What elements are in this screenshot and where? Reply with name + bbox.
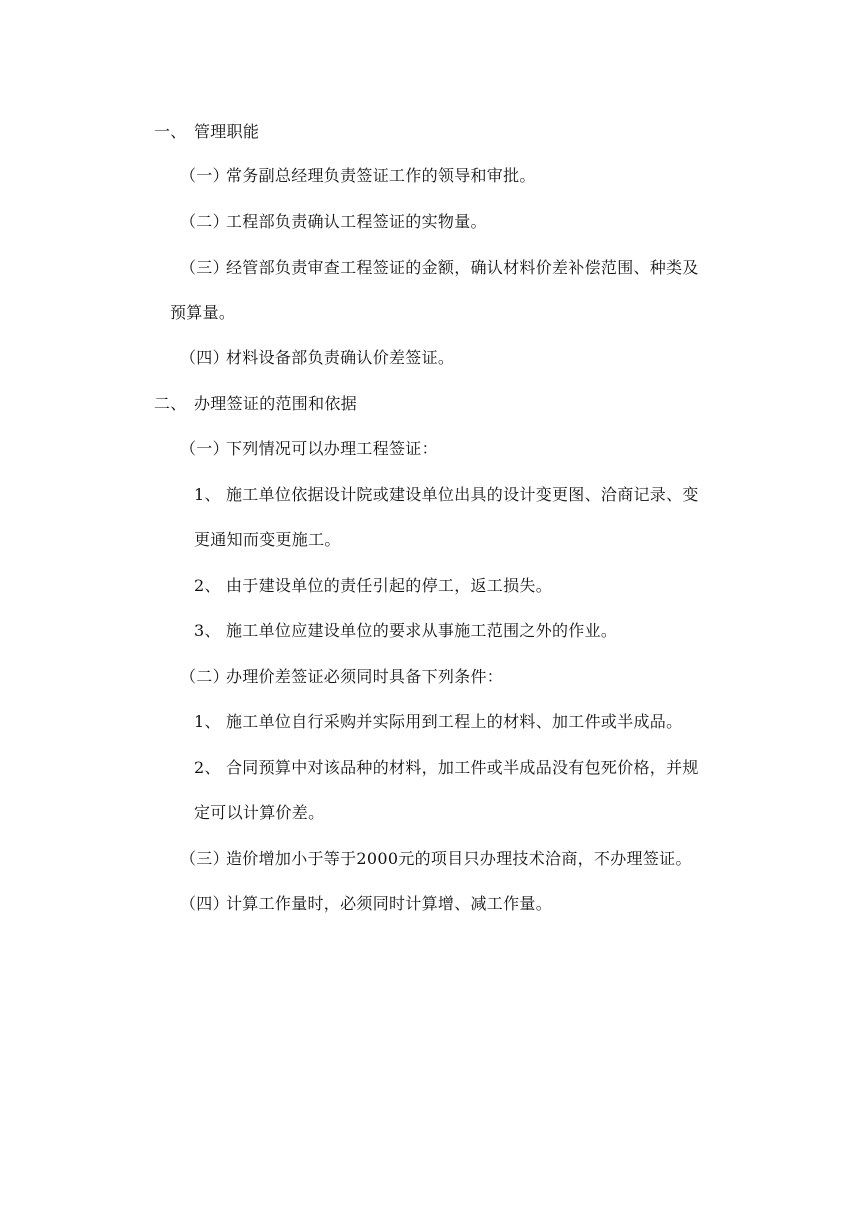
subsection-number: （三）	[180, 849, 229, 868]
subsection-line	[180, 894, 552, 914]
item-text: 由于建设单位的责任引起的停工，返工损失。	[226, 576, 553, 595]
subsection-line	[180, 258, 699, 278]
item-continuation: 定可以计算价差。	[194, 803, 325, 822]
item-continuation: 更通知而变更施工。	[194, 530, 341, 549]
list-item	[194, 758, 699, 778]
subsection-number: （四）	[180, 348, 229, 367]
section-heading	[154, 122, 259, 142]
subsection-text: 工程部负责确认工程签证的实物量。	[226, 212, 487, 231]
subsection-line	[180, 439, 438, 459]
section-title: 办理签证的范围和依据	[194, 394, 358, 413]
subsection-line	[180, 166, 536, 186]
subsection-text: 造价增加小于等于2000元的项目只办理技术洽商，不办理签证。	[226, 849, 692, 868]
subsection-text: 经管部负责审查工程签证的金额，确认材料价差补偿范围、种类及	[226, 258, 699, 277]
item-number: 2、	[194, 576, 221, 595]
item-text: 施工单位自行采购并实际用到工程上的材料、加工件或半成品。	[226, 712, 683, 731]
subsection-text: 材料设备部负责确认价差签证。	[226, 348, 455, 367]
subsection-line	[180, 348, 454, 368]
list-item	[194, 712, 682, 732]
subsection-continuation: 预算量。	[170, 303, 236, 322]
item-number: 3、	[194, 621, 221, 640]
subsection-number: （一）	[180, 439, 229, 458]
subsection-text: 计算工作量时，必须同时计算增、减工作量。	[226, 894, 553, 913]
item-text: 施工单位应建设单位的要求从事施工范围之外的作业。	[226, 621, 618, 640]
subsection-line	[180, 849, 692, 869]
subsection-text: 下列情况可以办理工程签证：	[226, 439, 438, 458]
subsection-text: 常务副总经理负责签证工作的领导和审批。	[226, 166, 536, 185]
list-item	[194, 576, 552, 596]
list-item	[194, 485, 699, 505]
section-number: 二、	[154, 394, 187, 413]
item-text: 施工单位依据设计院或建设单位出具的设计变更图、洽商记录、变	[226, 485, 699, 504]
section-number: 一、	[154, 122, 187, 141]
subsection-number: （四）	[180, 894, 229, 913]
subsection-line	[180, 212, 487, 232]
list-item	[194, 621, 617, 641]
subsection-number: （三）	[180, 258, 229, 277]
item-number: 1、	[194, 712, 221, 731]
subsection-number: （一）	[180, 166, 229, 185]
subsection-number: （二）	[180, 667, 229, 686]
subsection-line	[180, 667, 503, 687]
section-title: 管理职能	[194, 122, 260, 141]
item-number: 1、	[194, 485, 221, 504]
item-number: 2、	[194, 758, 221, 777]
section-heading	[154, 394, 357, 414]
subsection-number: （二）	[180, 212, 229, 231]
item-text: 合同预算中对该品种的材料，加工件或半成品没有包死价格，并规	[226, 758, 699, 777]
subsection-text: 办理价差签证必须同时具备下列条件：	[226, 667, 504, 686]
